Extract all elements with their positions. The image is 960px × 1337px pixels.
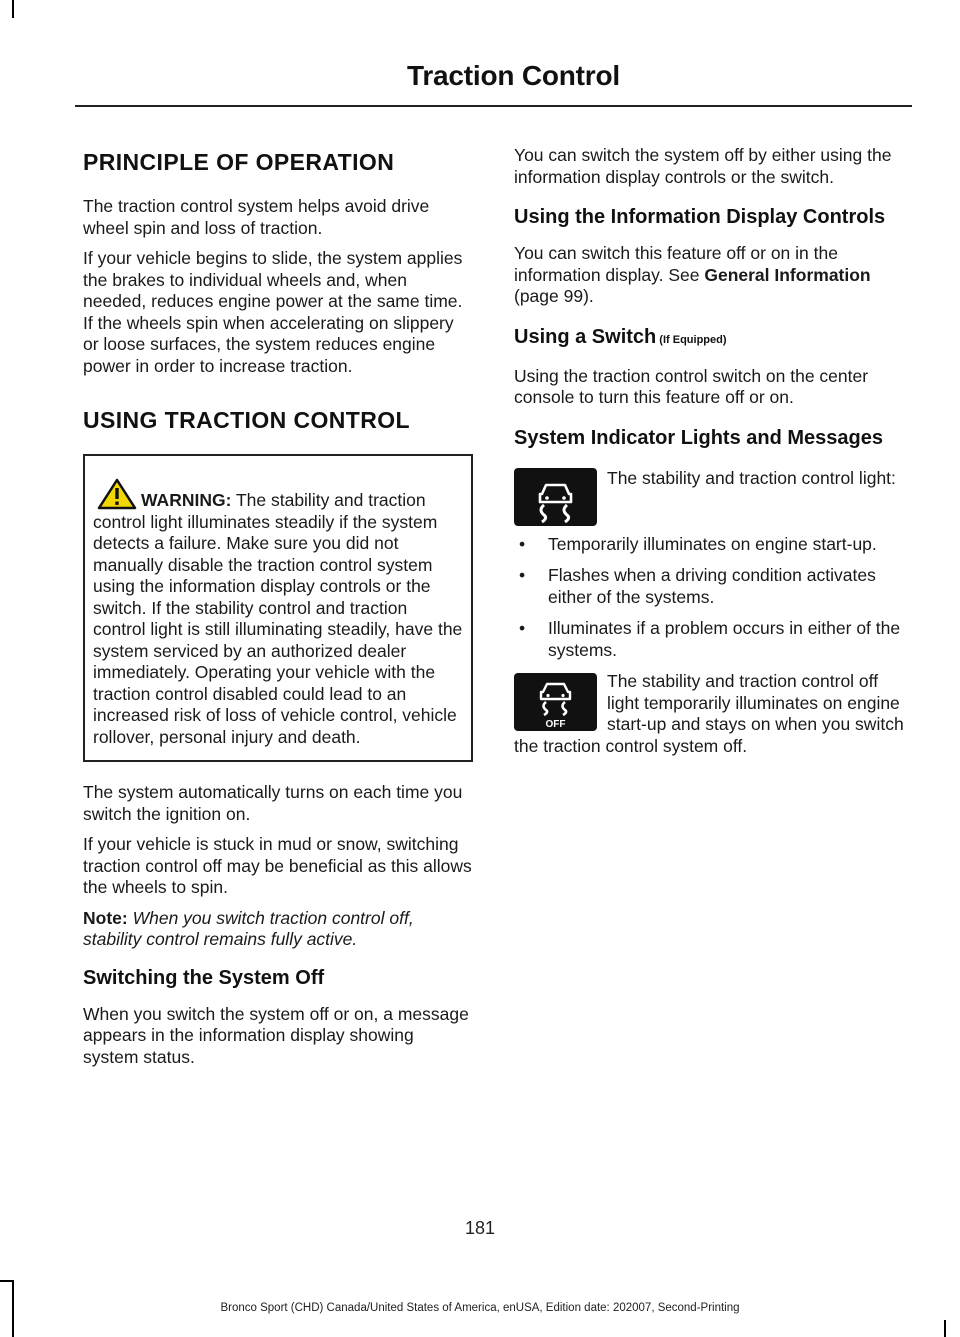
right-column [514, 145, 906, 766]
traction-control-off-light-icon [514, 673, 597, 731]
heading-using-a-switch-text: Using a Switch [514, 325, 657, 348]
crop-mark-bottom-left-h [0, 1280, 14, 1282]
header-divider [75, 105, 912, 107]
off-label: OFF [545, 719, 566, 730]
paragraph-auto-on: The system automatically turns on each time you switch the ignition on. [83, 782, 463, 824]
lamp1-bullet-list [514, 534, 906, 662]
page-header-title: Traction Control [406, 60, 620, 91]
paragraph-stuck-mud: If your vehicle is stuck in mud or snow, switching traction control off may be beneficial as this allows the wheels to spin. [83, 834, 472, 897]
crop-mark-bottom-right [944, 1320, 946, 1337]
warning-box [83, 454, 473, 762]
left-column [83, 145, 473, 1077]
warning-paragraph [93, 478, 463, 748]
traction-control-light-icon [514, 468, 597, 526]
if-equipped-label: (If Equipped) [656, 333, 727, 346]
page-reference: (page 99). [514, 286, 594, 306]
heading-switching-system-off: Switching the System Off [83, 966, 325, 989]
paragraph-slide-behavior: If your vehicle begins to slide, the system applies the brakes to individual wheels and, when needed, reduces engine power at the same time. If the wheels spin when accelerating on slippery or loose surfaces, the system reduces engine power in order to increase traction. [83, 248, 463, 376]
paragraph-console-switch: Using the traction control switch on the center console to turn this feature off or on. [514, 365, 869, 407]
paragraph-traction-purpose: The traction control system helps avoid drive wheel spin and loss of traction. [83, 196, 430, 238]
warning-text: The stability and traction control light illuminates steadily if the system detects a failure. Make sure you did not manually disable the traction control system using the information display controls or the switch. If the stability control and traction control light is still illuminating steadily, have the system serviced by an authorized dealer immediately. Operating your vehicle with the traction control disabled could lead to an increased risk of loss of vehicle control, vehicle rollover, personal injury and death. [93, 490, 463, 747]
list-item: • Illuminates if a problem occurs in either of the systems. [514, 618, 906, 661]
heading-information-display-controls: Using the Information Display Controls [514, 206, 886, 228]
paragraph-switch-off-options: You can switch the system off by either using the information display controls or the switch. [514, 145, 892, 187]
paragraph-message-appears: When you switch the system off or on, a message appears in the information display showing system status. [83, 1003, 469, 1067]
lamp2-description: The stability and traction control off light temporarily illuminates on engine start-up and stays on when you switch the traction control system off. [514, 671, 904, 756]
lamp2-block [514, 671, 906, 757]
lamp1-row [514, 468, 906, 526]
note-paragraph [83, 908, 473, 951]
list-item: • Flashes when a driving condition activates either of the systems. [514, 565, 906, 608]
note-text: When you switch traction control off, stability control remains fully active. [83, 907, 414, 949]
crop-mark-top-left [12, 0, 14, 18]
heading-system-indicator-lights: System Indicator Lights and Messages [514, 426, 883, 449]
page-number: 181 [464, 1218, 496, 1238]
general-information-link[interactable]: General Information [704, 264, 871, 285]
list-item: • Temporarily illuminates on engine start-up. [514, 534, 906, 556]
paragraph-info-display [514, 243, 906, 308]
heading-using-a-switch [514, 326, 906, 352]
note-label: Note: [83, 907, 128, 928]
heading-using-traction-control: USING TRACTION CONTROL [83, 407, 410, 433]
warning-triangle-icon [97, 478, 137, 510]
heading-principle-of-operation: PRINCIPLE OF OPERATION [83, 149, 395, 175]
warning-label: WARNING: [141, 490, 232, 510]
footer-edition: Bronco Sport (CHD) Canada/United States of America, enUSA, Edition date: 202007, Second-Printing [220, 1302, 740, 1314]
info-display-text: You can switch this feature off or on in the information display. See [514, 243, 838, 285]
lamp1-description: The stability and traction control light: [607, 467, 896, 488]
